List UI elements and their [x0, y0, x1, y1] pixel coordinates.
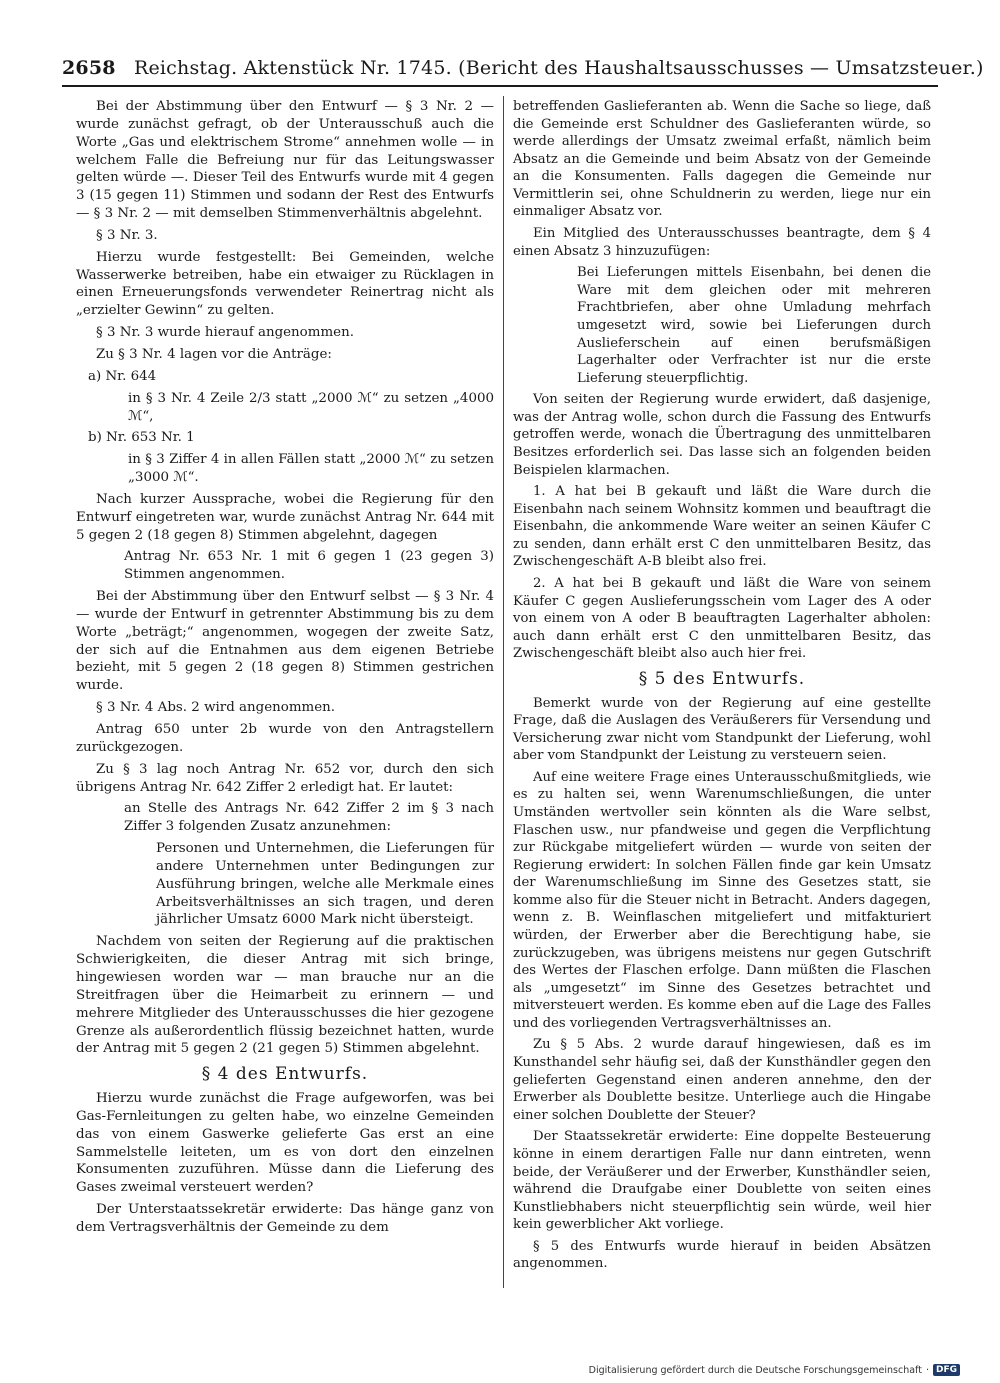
paragraph: § 5 des Entwurfs wurde hierauf in beiden Absätzen angenommen. [513, 1238, 931, 1272]
digitization-footer [589, 1364, 960, 1376]
paragraph: Zu § 3 lag noch Antrag Nr. 652 vor, durch den sich übrigens Antrag Nr. 642 Ziffer 2 erledigt hat. Er lautet: [76, 761, 494, 795]
paragraph: Hierzu wurde festgestellt: Bei Gemeinden, welche Wasserwerke betreiben, habe ein etwaiger zu Rücklagen in einen Erneuerungsfonds verwendeter Reinertrag nicht als „erzielter Gewinn“ zu gelten. [76, 249, 494, 319]
example-item: 1. A hat bei B gekauft und läßt die Ware durch die Eisenbahn nach seinem Wohnsitz kommen und beauftragt die Eisenbahn, die ankommende Ware weiter an seinen Käufer C zu senden, dann erhält erst C den unmittelbaren Besitz, das Zwischengeschäft A-B bleibt also frei. [513, 484, 931, 570]
paragraph: Nach kurzer Aussprache, wobei die Regierung für den Entwurf eingetreten war, wurde zunächst Antrag Nr. 644 mit 5 gegen 2 (18 gegen 8) Stimmen abgelehnt, dagegen [76, 491, 494, 543]
paragraph: Der Unterstaatssekretär erwiderte: Das hänge ganz von dem Vertragsverhältnis der Gemeinde zu dem [76, 1202, 494, 1235]
page-number: 2658 [62, 57, 116, 79]
paragraph: Bei der Abstimmung über den Entwurf — § 3 Nr. 2 — wurde zunächst gefragt, ob der Unterausschuß auch die Worte „Gas und elektrischem Strome“ annehmen wolle — in welchem Falle die Befreiung nur für das Leitungswasser gelten würde —. Dieser Teil des Entwurfs wurde mit 4 gegen 3 (15 gegen 11) Stimmen und sodann der Rest des Entwurfs — § 3 Nr. 2 — mit demselben Stimmenverhältnis abgelehnt. [76, 99, 494, 222]
paragraph: § 3 Nr. 4 Abs. 2 wird angenommen. [96, 700, 336, 716]
paragraph: Antrag 650 unter 2b wurde von den Antragstellern zurückgezogen. [76, 722, 494, 755]
paragraph: Hierzu wurde zunächst die Frage aufgeworfen, was bei Gas-Fernleitungen zu gelten habe, wo einzelne Gemeinden das von einem Gaswerke gelieferte Gas erst an eine Sammelstelle leiteten, um es von dort den einzelnen Konsumenten zuzuführen. Müsse dann die Lieferung des Gases zweimal versteuert werden? [76, 1091, 494, 1196]
dfg-logo-icon: DFG [933, 1364, 960, 1376]
quoted-motion-text: Personen und Unternehmen, die Lieferungen für andere Unternehmen unter Bedingungen zur Ausführung bringen, welche alle Merkmale eines Arbeitsverhältnisses an sich tragen, und deren jährlicher Umsatz 6000 Mark nicht übersteigt. [156, 841, 494, 928]
list-item: a) Nr. 644 [88, 368, 157, 384]
paragraph: Auf eine weitere Frage eines Unterausschußmitglieds, wie es zu halten sei, wenn Warenumschließungen, die unter Umständen wertvoller sein könnten als die Ware selbst, Flaschen usw., nur pfandweise und gegen die Verpflichtung zur Rückgabe mitgeliefert würden — wurde von seiten der Regierung erwidert: In solchen Fällen finde gar kein Umsatz der Warenumschließung im Sinne des Gesetzes statt, sie komme also für die Steuer nicht in Betracht. Anders dagegen, wenn z. B. Weinflaschen mitgeliefert und mitfakturiert würden, der Erwerber aber die Berechtigung habe, sie zurückzugeben, was übrigens meistens nur gegen Gutschrift des Wertes der Flaschen erfolge. Dann müßten die Flaschen als „umgesetzt“ im Sinne des Gesetzes betrachtet und mitversteuert werden. Es komme eben auf die Lage des Falles und des vorliegenden Vertragsverhältnisses an. [513, 769, 931, 1031]
section-label: § 3 Nr. 3. [96, 227, 158, 243]
paragraph: § 3 Nr. 3 wurde hierauf angenommen. [96, 325, 354, 341]
list-item: b) Nr. 653 Nr. 1 [88, 430, 195, 446]
left-column [76, 98, 494, 1241]
header-rule [62, 85, 938, 87]
quoted-motion-text: Bei Lieferungen mittels Eisenbahn, bei denen die Ware mit dem gleichen oder mit mehreren Frachtbriefen, aber ohne Umladung mehrfach umgesetzt wird, sowie bei Lieferungen durch Auslieferschein auf einen berufsmäßigen Lagerhalter oder Verfrachter ist nur die erste Lieferung steuerpflichtig. [577, 265, 931, 386]
paragraph: Bemerkt wurde von der Regierung auf eine gestellte Frage, daß die Auslagen des Veräußerers für Versendung und Versicherung zwar nicht vom Standpunkt der Lieferung, wohl aber vom Standpunkt der Leistung zu versteuern seien. [513, 695, 931, 764]
separator-dot: · [925, 1364, 929, 1376]
section-heading: § 5 des Entwurfs. [638, 668, 806, 689]
example-item: 2. A hat bei B gekauft und läßt die Ware von seinem Käufer C gegen Auslieferungsschein vom Lager des A oder von einem von A oder B beauftragten Lagerhalter abholen: auch dann erhält erst C den unmittelbaren Besitz, das Zwischengeschäft bleibt also auch hier frei. [513, 576, 931, 662]
paragraph: Von seiten der Regierung wurde erwidert, daß dasjenige, was der Antrag wolle, schon durch die Fassung des Entwurfs getroffen werde, wonach die Übertragung des unmittelbaren Besitzes erforderlich sei. Das lasse sich an folgenden beiden Beispielen klarmachen. [513, 392, 931, 478]
running-title: Reichstag. Aktenstück Nr. 1745. (Bericht des Haushaltsausschusses — Umsatzsteuer.) [133, 57, 984, 79]
column-divider [503, 96, 504, 1288]
list-item-detail: in § 3 Ziffer 4 in allen Fällen statt „2000 ℳ“ zu setzen „3000 ℳ“. [128, 452, 494, 486]
footer-text: Digitalisierung gefördert durch die Deutsche Forschungsgemeinschaft [588, 1364, 922, 1376]
page-header [62, 56, 984, 80]
paragraph: Zu § 3 Nr. 4 lagen vor die Anträge: [96, 346, 332, 362]
paragraph: Antrag Nr. 653 Nr. 1 mit 6 gegen 1 (23 gegen 3) Stimmen angenommen. [124, 549, 494, 583]
paragraph: betreffenden Gaslieferanten ab. Wenn die Sache so liege, daß die Gemeinde erst Schuldner des Gaslieferanten würde, so werde allerdings der Umsatz zweimal erfaßt, nämlich beim Absatz an die Gemeinde und beim Absatz von der Gemeinde an die Konsumenten. Falls dagegen die Gemeinde nur Vermittlerin sei, ohne Schuldnerin zu werden, liege nur ein einmaliger Absatz vor. [513, 99, 931, 220]
paragraph: Der Staatssekretär erwiderte: Eine doppelte Besteuerung könne in einem derartigen Falle nur dann eintreten, wenn beide, der Veräußerer und der Erwerber, Kunsthändler seien, während die Draufgabe einer Doublette von seiten eines Kunstliebhabers nicht steuerpflichtig sein würde, weil hier kein gewerblicher Akt vorliege. [513, 1129, 931, 1233]
quoted-motion: an Stelle des Antrags Nr. 642 Ziffer 2 im § 3 nach Ziffer 3 folgenden Zusatz anzunehmen: [124, 801, 494, 835]
section-heading: § 4 des Entwurfs. [201, 1064, 369, 1085]
right-column [513, 98, 931, 1277]
paragraph: Ein Mitglied des Unterausschusses beantragte, dem § 4 einen Absatz 3 hinzuzufügen: [513, 226, 931, 259]
list-item-detail: in § 3 Nr. 4 Zeile 2/3 statt „2000 ℳ“ zu setzen „4000 ℳ“, [128, 390, 494, 424]
paragraph: Nachdem von seiten der Regierung auf die praktischen Schwierigkeiten, die dieser Antrag mit sich bringe, hingewiesen worden war — man brauche nur an die Streitfragen über die Heimarbeit zu erinnern — und mehrere Mitglieder des Unterausschusses die hier gezogene Grenze als außerordentlich flüssig bezeichnet hatten, wurde der Antrag mit 5 gegen 2 (21 gegen 5) Stimmen abgelehnt. [76, 934, 494, 1057]
paragraph: Zu § 5 Abs. 2 wurde darauf hingewiesen, daß es im Kunsthandel sehr häufig sei, daß der Kunsthändler gegen den gelieferten Gegenstand einen anderen annehme, den der Erwerber als Doublette besitze. Unterliege auch die Hingabe einer solchen Doublette der Steuer? [513, 1037, 931, 1123]
paragraph: Bei der Abstimmung über den Entwurf selbst — § 3 Nr. 4 — wurde der Entwurf in getrennter Abstimmung bis zu dem Worte „beträgt;“ angenommen, wogegen der zweite Satz, der sich auf die Entnahmen aus dem eigenen Betriebe bezieht, mit 5 gegen 2 (18 gegen 8) Stimmen gestrichen wurde. [76, 589, 494, 694]
